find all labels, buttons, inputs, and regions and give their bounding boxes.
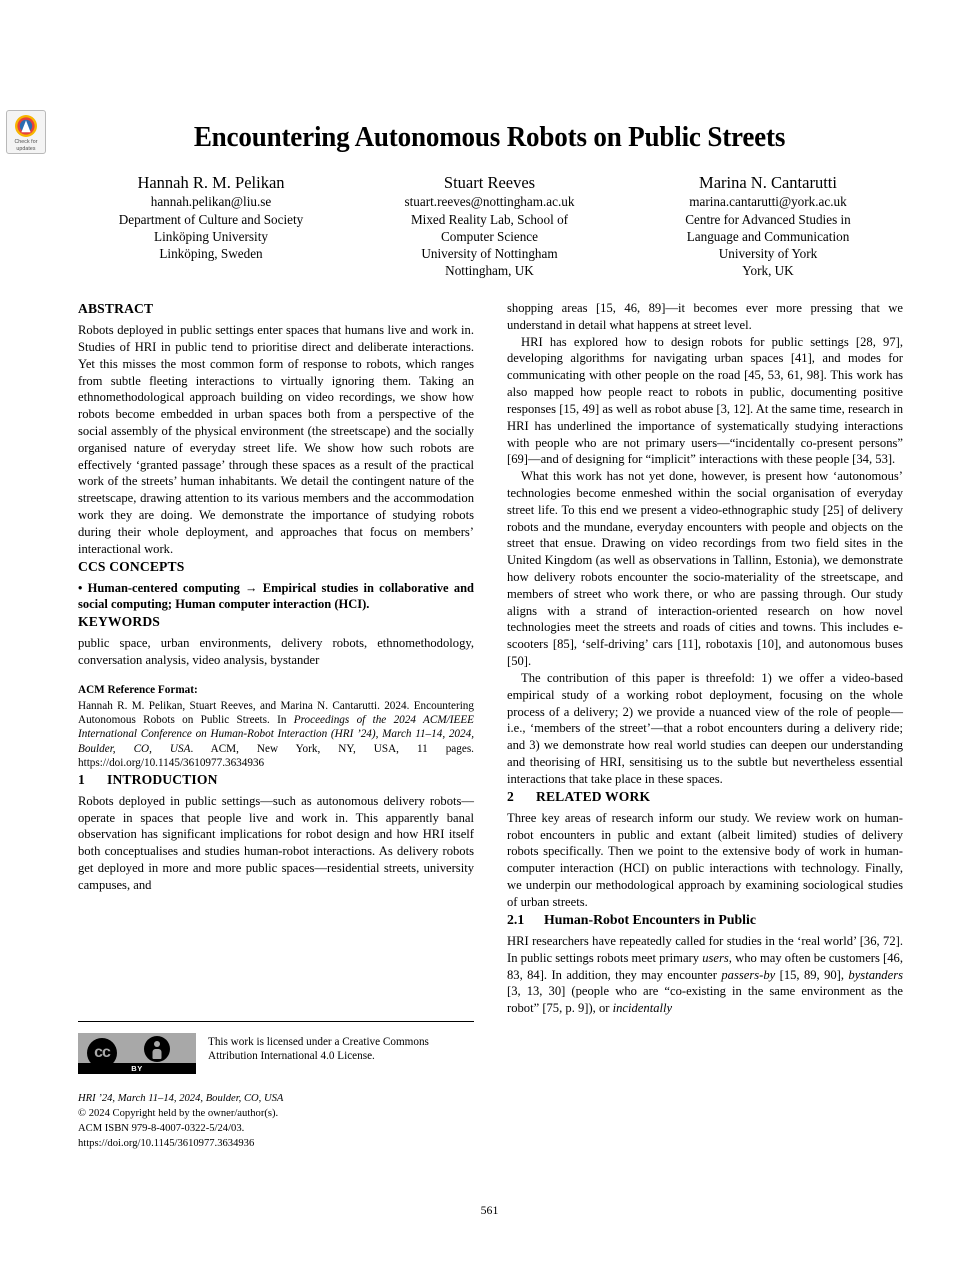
keywords-heading: KEYWORDS: [78, 613, 161, 629]
creative-commons-by-icon: [78, 1033, 196, 1074]
author-affiliation: Centre for Advanced Studies in: [685, 211, 851, 227]
acm-reference-format-body: [78, 699, 474, 771]
abstract-heading: ABSTRACT: [78, 301, 154, 316]
author-affiliation: Mixed Reality Lab, School of: [410, 211, 569, 227]
license-text: This work is licensed under a Creative Commons Attribution International 4.0 License.: [208, 1036, 429, 1063]
subsec-text-4: [3, 13, 30] (people who are “co-existing in the same environment as the robot” [75, p. 9]), or: [507, 984, 903, 1016]
author-column-2: [357, 172, 623, 279]
reference-text-part1: Hannah R. M. Pelikan, Stuart Reeves, and Marina N. Cantarutti. 2024. Encountering Autonomous Robots on Public Streets. In: [78, 699, 474, 727]
paper-title: Encountering Autonomous Robots on Public Streets: [193, 122, 786, 153]
section-number: 1: [78, 771, 85, 787]
author-name: Stuart Reeves: [443, 173, 536, 192]
author-affiliation: University of Nottingham: [421, 245, 558, 261]
right-paragraph-3: What this work has not yet done, however, is present how ‘autonomous’ technologies become enmeshed within the social organisation of everyday street life. To this end we present a video-ethnographic study [25] of delivery robots and the mundane, everyday encounters with people and objects on the street that ensue. Drawing on video recordings from two field sites in the United Kingdom (as well as observations in Tallinn, Estonia), we demonstrate how delivery robots encounter the socio-materiality of the streetscape, and members of street who work there, or who are passing through. Our study aligns with a strand of interaction-oriented research on how novel technologies meet the streets and roads of cities and towns. This includes e-scooters [85], ‘self-driving’ cars [11], robotaxis [10], and autonomous buses [50].: [507, 469, 903, 669]
section-title: INTRODUCTION: [107, 771, 218, 787]
subsec-text-3: [15, 89, 90],: [775, 967, 849, 982]
page-number: 561: [480, 1203, 499, 1217]
copyright-line: © 2024 Copyright held by the owner/author(s).: [78, 1108, 279, 1120]
crossmark-label-line1: Check for: [14, 139, 38, 145]
isbn-line: ACM ISBN 979-8-4007-0322-5/24/03.: [78, 1123, 245, 1135]
copyright-block: [78, 1091, 474, 1151]
reference-proceedings-italic: Proceedings of the 2024 ACM/IEEE International Conference on Human-Robot Interaction (HRI ’24), March 11–14, 2024, Boulder, CO, USA: [78, 714, 475, 755]
author-affiliation: University of York: [718, 245, 818, 261]
person-icon: [144, 1036, 170, 1062]
subsec-text-1: HRI researchers have repeatedly called for studies in the ‘real world’ [36, 72]. In public settings robots meet primary: [507, 933, 903, 965]
related-work-heading: [507, 788, 903, 806]
section-title: RELATED WORK: [536, 788, 651, 804]
section-number: 2: [507, 788, 514, 804]
license-block: [78, 1033, 474, 1151]
left-column: [78, 300, 474, 894]
author-column-1: [78, 172, 344, 279]
author-email[interactable]: marina.cantarutti@york.ac.uk: [689, 194, 847, 210]
introduction-body: Robots deployed in public settings—such as autonomous delivery robots—operate in spaces that people live and work in. This apparently banal observation has significant implications for robot design and how HRI itself both conceptualises and studies human-robot interactions. As delivery robots get deployed in more and more public spaces—residential streets, university campuses, and: [78, 793, 474, 892]
author-block: [78, 172, 901, 279]
author-affiliation: Computer Science: [440, 228, 539, 244]
subsec-italic-passersby: passers-by: [721, 967, 776, 982]
ccs-concepts-heading: CCS CONCEPTS: [78, 558, 185, 574]
right-paragraph-4: The contribution of this paper is threefold: 1) we offer a video-based empirical study of a working robot deployment, focusing on the whole process of a delivery; 2) we provide a nuanced view of the role of people—i.e., ‘members of the street’—that a robot encounters during a delivery ride; and 3) we demonstrate how real world studies can deepen our understanding and theorising of HRI, sensitising us to the subtle but nevertheless essential interactions that take place in these spaces.: [507, 670, 903, 786]
by-label: BY: [78, 1063, 196, 1074]
crossmark-check-for-updates-icon: [14, 114, 38, 138]
license-separator-rule: [78, 1021, 474, 1022]
introduction-heading: [78, 771, 474, 789]
keywords-body: public space, urban environments, delivery robots, ethnomethodology, conversation analysis, video analysis, bystander: [78, 636, 474, 667]
doi-line[interactable]: https://doi.org/10.1145/3610977.3634936: [78, 1138, 255, 1150]
ccs-concepts-body: • Human-centered computing → Empirical studies in collaborative and social computing; Human computer interaction (HCI).: [78, 580, 474, 612]
subsec-italic-users: users: [702, 950, 729, 965]
author-column-3: [635, 172, 901, 279]
author-name: Hannah R. M. Pelikan: [137, 173, 285, 192]
crossmark-label-line2: updates: [16, 146, 36, 152]
author-location: Nottingham, UK: [445, 263, 534, 279]
crossmark-badge[interactable]: [6, 110, 46, 154]
cc-label: cc: [94, 1044, 110, 1061]
right-column: [507, 300, 903, 1017]
author-affiliation: Language and Communication: [686, 228, 850, 244]
subsection-number: 2.1: [507, 911, 525, 927]
right-paragraph-2: HRI has explored how to design robots for public settings [28, 97], developing algorithms for navigating urban spaces [41], and modes for communicating with other people on the road [45, 53, 61, 98]. This work has also mapped how people react to robots in public, documenting positive responses [15, 49] as well as robot abuse [3, 12]. At the same time, research in HRI has underlined the importance of systematically studying interactions with people who are not primary users—“incidentally co-present persons” [69]—and of designing for “implicit” interactions with these people [34, 53].: [507, 334, 903, 467]
subsection-title: Human-Robot Encounters in Public: [544, 911, 756, 927]
author-location: York, UK: [742, 263, 794, 279]
author-email[interactable]: stuart.reeves@nottingham.ac.uk: [404, 194, 575, 210]
reference-text-part2: . ACM, New York, NY, USA, 11 pages. https://doi.org/10.1145/3610977.3634936: [78, 742, 474, 770]
author-affiliation: Linköping University: [154, 228, 268, 244]
subsection-heading-human-robot-encounters: [507, 911, 903, 929]
subsec-text-2: , who may often be customers [46, 83, 84]. In addition, they may encounter: [507, 950, 903, 982]
author-affiliation: Department of Culture and Society: [118, 211, 304, 227]
conference-line: HRI ’24, March 11–14, 2024, Boulder, CO, USA: [78, 1093, 284, 1104]
acm-reference-format-heading: ACM Reference Format:: [78, 683, 198, 696]
author-name: Marina N. Cantarutti: [699, 173, 837, 192]
right-paragraph-1: shopping areas [15, 46, 89]—it becomes ever more pressing that we understand in detail what happens at street level.: [507, 301, 903, 332]
subsec-italic-incidentally: incidentally: [612, 1001, 673, 1016]
related-work-body: Three key areas of research inform our study. We review work on human-robot encounters in public and extant (albeit limited) studies of delivery robots specifically. Then we point to the extensive body of work in human-computer interaction (HCI) on public interactions with technology. Finally, we underpin our methodological approach by examining sociological studies of urban streets.: [507, 810, 903, 909]
abstract-body: Robots deployed in public settings enter spaces that humans live and work in. Studies of HRI in public tend to prioritise direct and deliberate interactions. Yet this misses the most common form of response to robots, which ranges from subtle fleeting interactions to virtually ignoring them. Taking an ethnomethodological approach building on video recordings, we show how robots become embedded in urban spaces both from a perspective of the social assembly of the physical environment (the streetscape) and the socially organised nature of everyday street life. We show how such robots are effectively ‘granted passage’ through these spaces as a result of the practical work of the streets’ human inhabitants. We detail the contingent nature of the streetscape, drawing attention to its various members and the accommodation work they are doing. We demonstrate the importance of studying robots during their whole deployment, and approaches that focus on members’ interactional work.: [78, 323, 474, 556]
subsec-italic-bystanders: bystanders: [848, 967, 903, 982]
author-email[interactable]: hannah.pelikan@liu.se: [150, 194, 272, 210]
author-location: Linköping, Sweden: [159, 245, 263, 261]
subsection-body: [507, 933, 903, 1017]
